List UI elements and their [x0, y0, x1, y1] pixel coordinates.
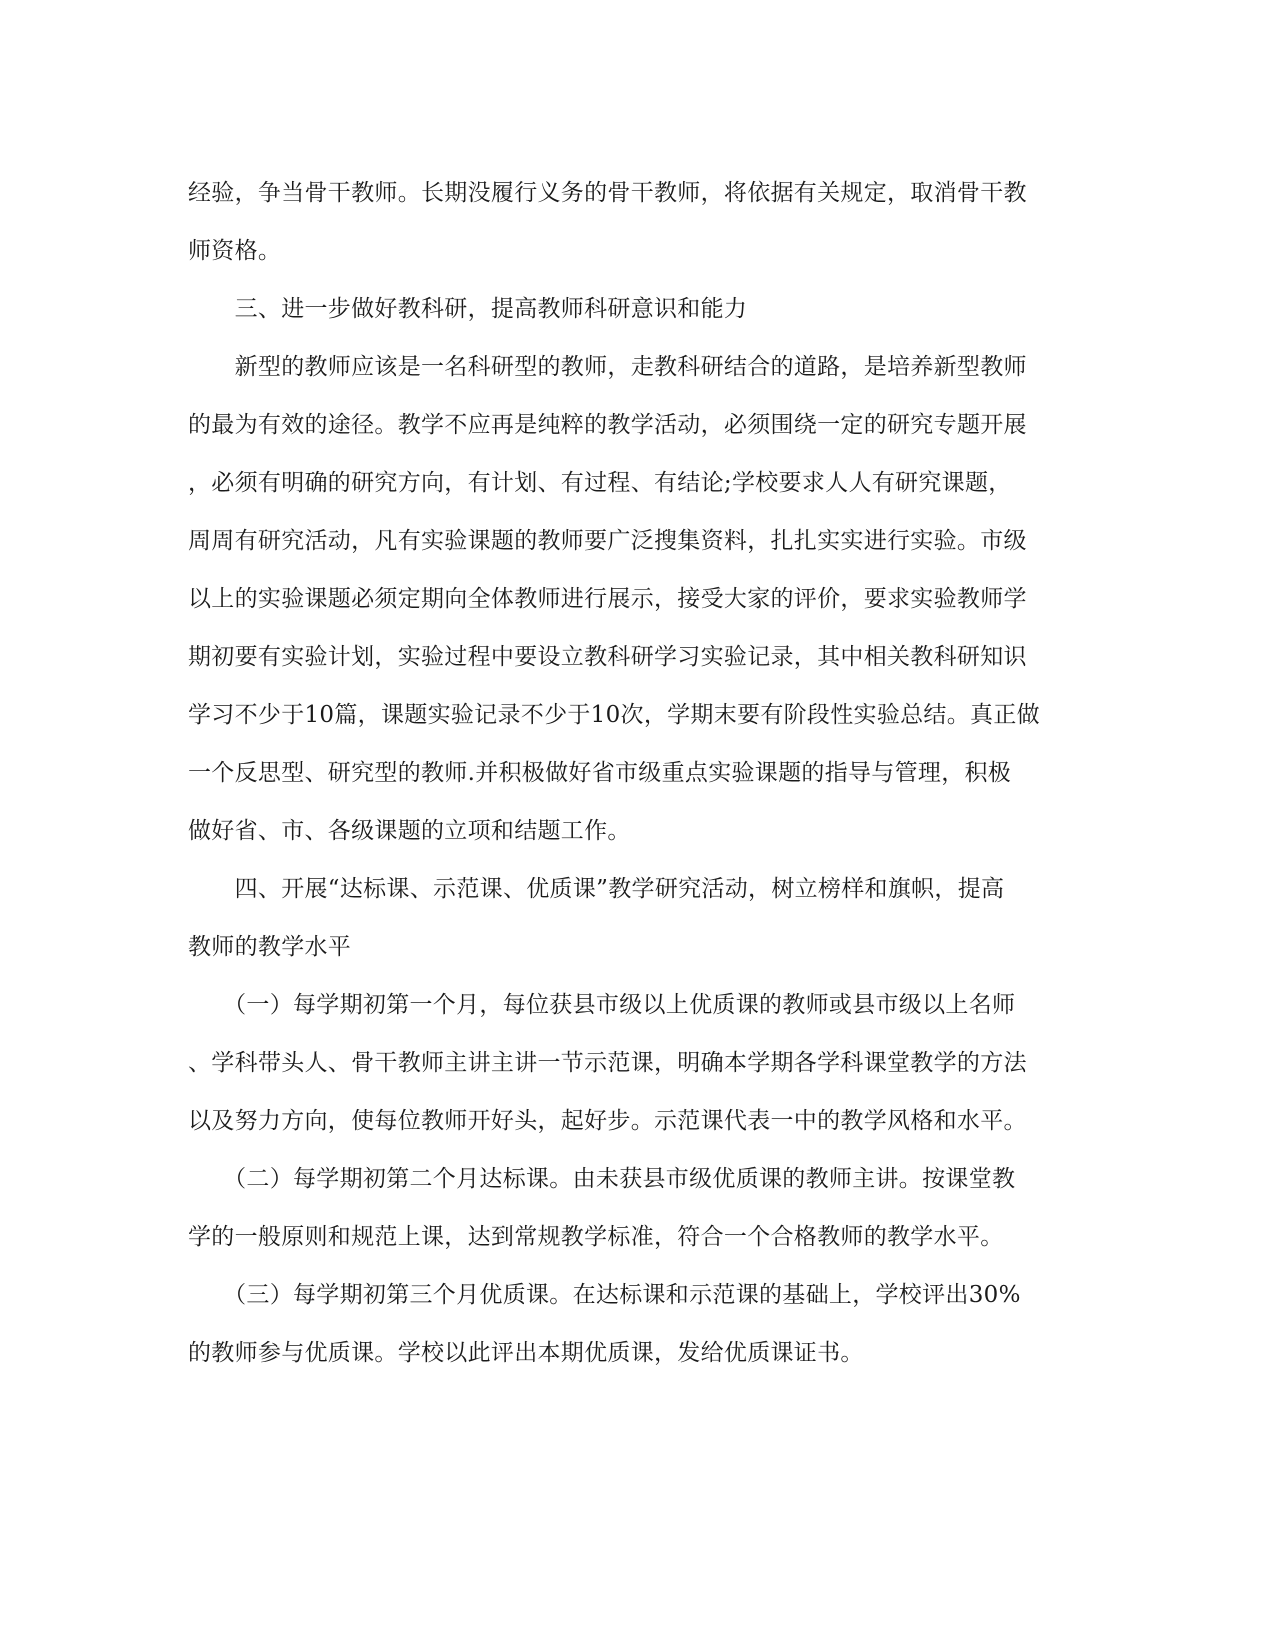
- section-heading: 三、进一步做好教科研，提高教师科研意识和能力: [188, 296, 748, 322]
- text-line: （一）每学期初第一个月，每位获县市级以上优质课的教师或县市级以上名师: [188, 992, 1016, 1018]
- text-line: 、学科带头人、骨干教师主讲主讲一节示范课，明确本学期各学科课堂教学的方法: [188, 1050, 1027, 1076]
- text-line: 的教师参与优质课。学校以此评出本期优质课，发给优质课证书。: [188, 1340, 864, 1366]
- text-line: （三）每学期初第三个月优质课。在达标课和示范课的基础上，学校评出30%: [188, 1282, 1021, 1308]
- text-line: 期初要有实验计划，实验过程中要设立教科研学习实验记录，其中相关教科研知识: [188, 644, 1027, 670]
- text-line: 新型的教师应该是一名科研型的教师，走教科研结合的道路，是培养新型教师: [188, 354, 1027, 380]
- text-line: 的最为有效的途径。教学不应再是纯粹的教学活动，必须围绕一定的研究专题开展: [188, 412, 1027, 438]
- text-line: ，必须有明确的研究方向，有计划、有过程、有结论;学校要求人人有研究课题，: [188, 470, 1012, 496]
- text-line: 周周有研究活动，凡有实验课题的教师要广泛搜集资料，扎扎实实进行实验。市级: [188, 528, 1027, 554]
- text-line: 一个反思型、研究型的教师.并积极做好省市级重点实验课题的指导与管理，积极: [188, 760, 1012, 786]
- text-line: 做好省、市、各级课题的立项和结题工作。: [188, 818, 631, 844]
- text-line: 经验，争当骨干教师。长期没履行义务的骨干教师，将依据有关规定，取消骨干教: [188, 180, 1027, 206]
- text-line: 学的一般原则和规范上课，达到常规教学标准，符合一个合格教师的教学水平。: [188, 1224, 1004, 1250]
- section-heading: 四、开展“达标课、示范课、优质课”教学研究活动，树立榜样和旗帜，提高: [188, 876, 1005, 902]
- text-line: 以及努力方向，使每位教师开好头，起好步。示范课代表一中的教学风格和水平。: [188, 1108, 1027, 1134]
- text-line: （二）每学期初第二个月达标课。由未获县市级优质课的教师主讲。按课堂教: [188, 1166, 1016, 1192]
- text-line: 以上的实验课题必须定期向全体教师进行展示，接受大家的评价，要求实验教师学: [188, 586, 1027, 612]
- text-line: 师资格。: [188, 238, 282, 264]
- document-body: [188, 164, 1088, 1382]
- section-heading-continuation: 教师的教学水平: [188, 934, 352, 960]
- text-line: 学习不少于10篇，课题实验记录不少于10次，学期末要有阶段性实验总结。真正做: [188, 702, 1040, 728]
